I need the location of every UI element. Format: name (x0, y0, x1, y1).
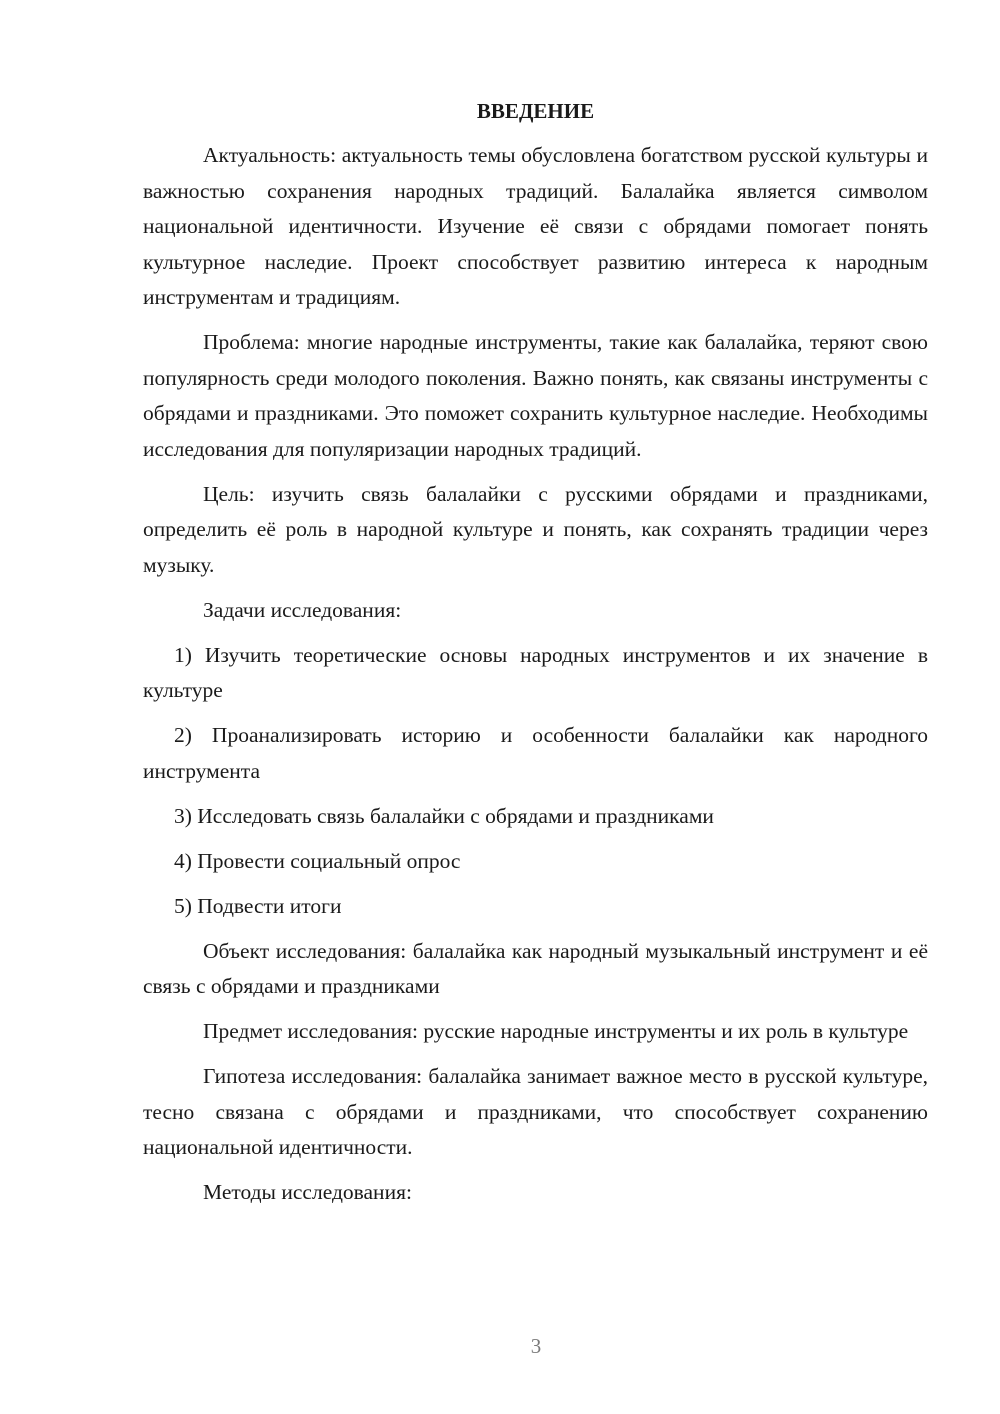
relevance-paragraph: Актуальность: актуальность темы обусловлена богатством русской культуры и важностью сохранения народных традиций. Балалайка является символом национальной идентичности. Изучение её связи с обрядами помогает понять культурное наследие. Проект способствует развитию интереса к народным инструментам и традициям. (143, 143, 928, 309)
section-title: ВВЕДЕНИЕ (476, 99, 595, 123)
task-item: 3) Исследовать связь балалайки с обрядами и праздниками (174, 803, 714, 828)
hypothesis-paragraph: Гипотеза исследования: балалайка занимает важное место в русской культуре, тесно связана с обрядами и праздниками, что способствует сохранению национальной идентичности. (143, 1064, 928, 1159)
goal-paragraph: Цель: изучить связь балалайки с русскими обрядами и праздниками, определить её роль в народной культуре и понять, как сохранять традиции через музыку. (143, 481, 928, 577)
tasks-heading: Задачи исследования: (203, 597, 402, 622)
document-page (143, 96, 928, 1220)
page-number: 3 (530, 1334, 542, 1358)
task-item: 4) Провести социальный опрос (174, 848, 461, 873)
task-item: 2) Проанализировать историю и особенности балалайки как народного инструмента (143, 723, 928, 783)
methods-heading: Методы исследования: (203, 1180, 412, 1204)
object-paragraph: Объект исследования: балалайка как народный музыкальный инструмент и её связь с обрядами и праздниками (143, 938, 928, 998)
task-item: 1) Изучить теоретические основы народных инструментов и их значение в культуре (143, 642, 928, 702)
task-item: 5) Подвести итоги (174, 893, 342, 918)
problem-paragraph: Проблема: многие народные инструменты, такие как балалайка, теряют свою популярность среди молодого поколения. Важно понять, как связаны инструменты с обрядами и праздниками. Это поможет сохранить культурное наследие. Необходимы исследования для популяризации народных традиций. (143, 330, 928, 461)
subject-paragraph: Предмет исследования: русские народные инструменты и их роль в культуре (203, 1019, 909, 1043)
